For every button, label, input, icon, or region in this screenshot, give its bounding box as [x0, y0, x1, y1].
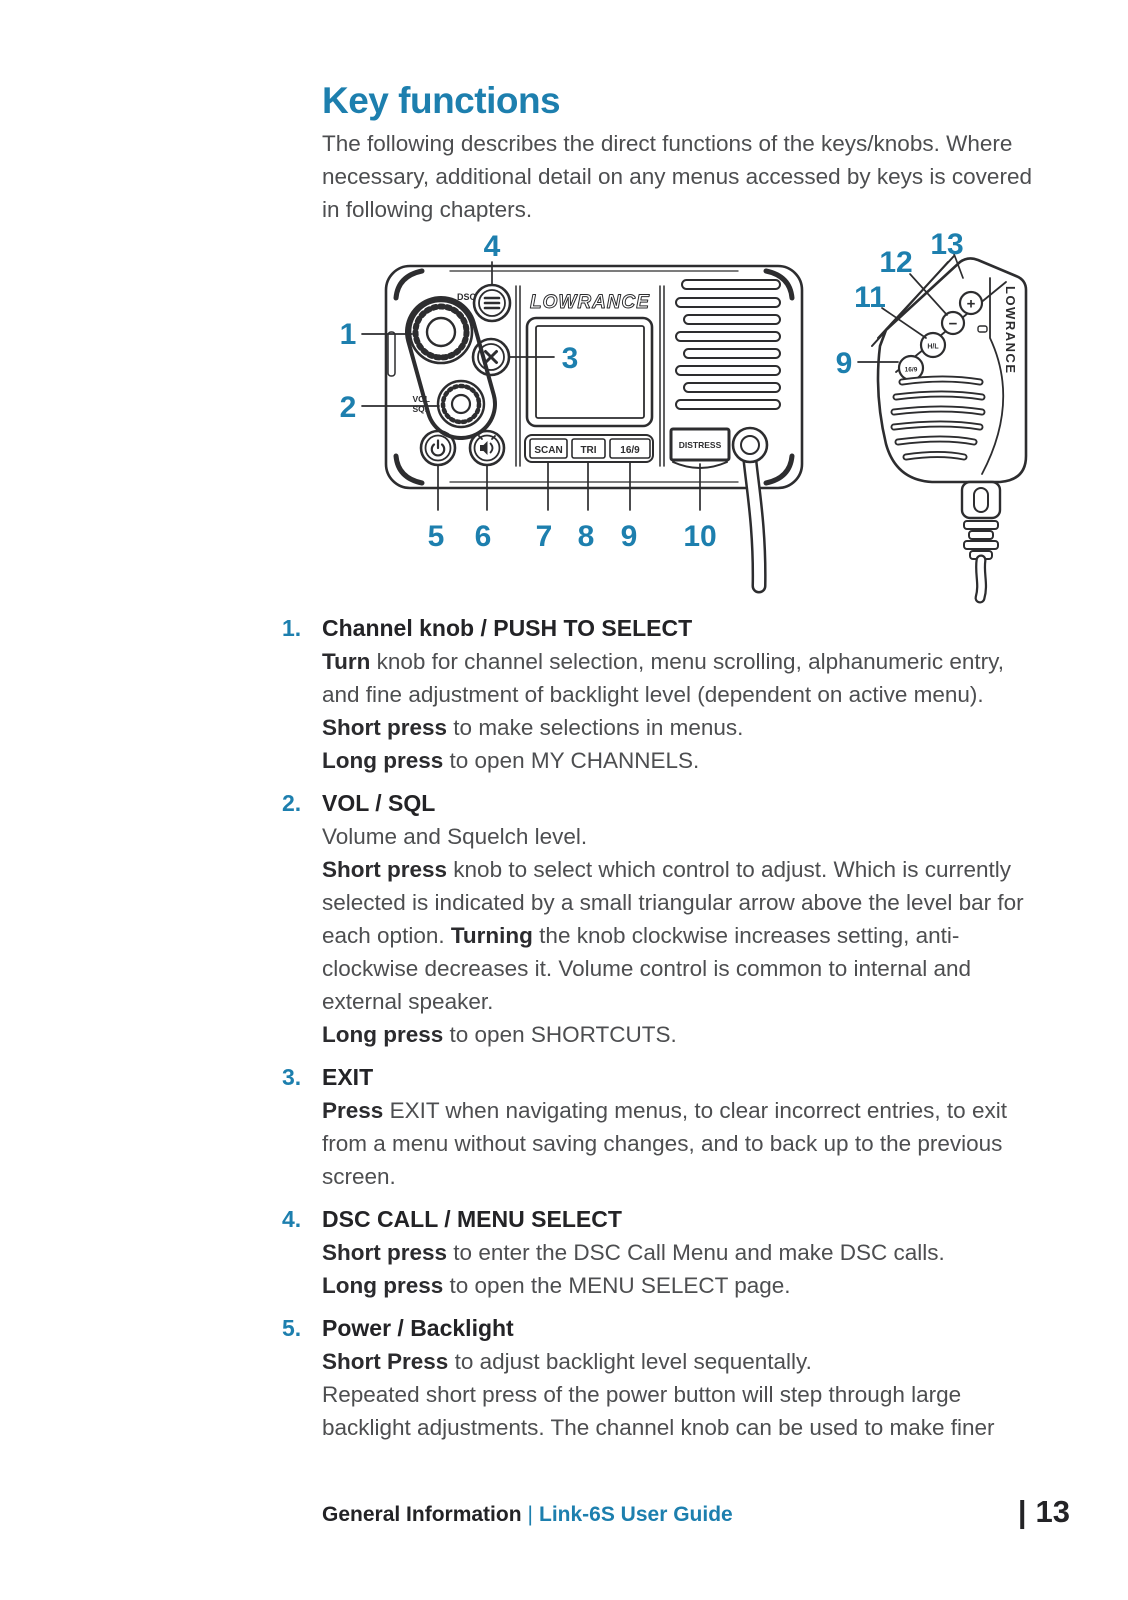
callout-11: 11 — [854, 281, 886, 314]
list-item-channel-knob — [282, 612, 1024, 777]
radio-brand-label: LOWRANCE — [530, 292, 650, 313]
text: knob to select which control to adjust. Which is currently selected is indicated by a small triangular arrow above the level bar for each option. — [322, 857, 1024, 948]
sql-label: SQL — [412, 404, 430, 414]
text: to make selections in menus. — [447, 715, 744, 740]
paragraph — [322, 1378, 1024, 1444]
footer-guide-title: Link-6S User Guide — [539, 1503, 733, 1526]
list-item-power-backlight — [282, 1312, 1024, 1444]
item-title: VOL / SQL — [322, 790, 436, 816]
callout-9: 9 — [620, 520, 638, 553]
strain-relief-bar — [969, 531, 993, 539]
intro-paragraph: The following describes the direct functions of the keys/knobs. Where necessary, additional detail on any menus accessed by keys is covered in following chapters. — [322, 131, 1032, 222]
paragraph — [322, 1269, 1024, 1302]
item-body — [322, 820, 1024, 1051]
mic-brand-label: LOWRANCE — [1003, 286, 1018, 375]
distress-label: DISTRESS — [678, 440, 722, 450]
bold-text: Turning — [450, 923, 533, 948]
item-body — [322, 1094, 1024, 1193]
text: to enter the DSC Call Menu and make DSC calls. — [447, 1240, 945, 1265]
16-9-label: 16/9 — [620, 445, 640, 456]
item-number: 4. — [282, 1206, 302, 1232]
bold-text: Long press — [322, 1273, 444, 1298]
device-diagram-svg — [330, 230, 1046, 612]
callout-3: 3 — [561, 342, 579, 375]
paragraph — [322, 1094, 1024, 1193]
callout-8: 8 — [577, 520, 595, 553]
item-number: 2. — [282, 790, 302, 816]
callout-10: 10 — [683, 520, 717, 553]
text: Repeated short press of the power button will step through large backlight adjustments. The channel knob can be used to make finer — [322, 1382, 995, 1440]
item-body — [322, 1345, 1024, 1444]
paragraph — [322, 645, 1024, 711]
bold-text: Long press — [322, 1022, 444, 1047]
page-title: Key functions — [322, 80, 561, 121]
bold-text: Short press — [322, 857, 448, 882]
item-number: 3. — [282, 1064, 302, 1090]
text: to open SHORTCUTS. — [443, 1022, 677, 1047]
callout-7: 7 — [535, 520, 553, 553]
text: EXIT when navigating menus, to clear incorrect entries, to exit from a menu without saving changes, and to back up to the previous screen. — [322, 1098, 1007, 1189]
mic-cable — [980, 560, 982, 598]
callout-1: 1 — [339, 318, 357, 351]
text: the knob clockwise increases setting, anti-clockwise decreases it. Volume control is common to internal and external speaker. — [322, 923, 972, 1014]
item-title: Channel knob / PUSH TO SELECT — [322, 615, 693, 641]
footer — [322, 1503, 733, 1527]
list-item-exit — [282, 1061, 1024, 1193]
mic-connector — [962, 482, 1000, 598]
bold-text: Press — [322, 1098, 384, 1123]
item-number: 1. — [282, 615, 302, 641]
softkey-row — [525, 435, 653, 462]
strain-relief-bar — [964, 541, 998, 549]
device-diagram — [330, 230, 1046, 612]
bold-text: Short press — [322, 715, 448, 740]
fist-mic — [872, 256, 1026, 598]
callout-4: 4 — [483, 230, 501, 263]
callout-13: 13 — [930, 230, 964, 261]
item-body — [322, 645, 1024, 777]
page-number-bar: | — [1017, 1494, 1027, 1529]
vol-label: VOL — [412, 394, 430, 404]
item-title: DSC CALL / MENU SELECT — [322, 1206, 622, 1232]
footer-separator: | — [527, 1503, 533, 1526]
mute-button — [470, 431, 504, 465]
list-item-vol-sql — [282, 787, 1024, 1051]
paragraph — [322, 1236, 1024, 1269]
paragraph — [322, 744, 1024, 777]
text: to adjust backlight level sequentally. — [448, 1349, 812, 1374]
paragraph — [322, 820, 1024, 853]
callout-9-mic: 9 — [835, 347, 853, 380]
tri-label: TRI — [580, 445, 597, 456]
mic-hl-label: H/L — [927, 343, 939, 351]
paragraph — [322, 1345, 1024, 1378]
list-item-dsc-call — [282, 1203, 1024, 1302]
strain-relief-bar — [964, 521, 998, 529]
text: to open the MENU SELECT page. — [443, 1273, 791, 1298]
callout-2: 2 — [339, 391, 357, 424]
text: knob for channel selection, menu scrolling, alphanumeric entry, and fine adjustment of backlight level (dependent on active menu). — [322, 649, 1004, 707]
item-title: EXIT — [322, 1064, 374, 1090]
paragraph — [322, 1018, 1024, 1051]
bold-text: Short Press — [322, 1349, 449, 1374]
channel-knob-cap — [427, 318, 455, 346]
callout-6: 6 — [474, 520, 492, 553]
exit-button — [473, 339, 509, 375]
text: to open MY CHANNELS. — [443, 748, 700, 773]
text: Volume and Squelch level. — [322, 824, 588, 849]
item-body — [322, 1236, 1024, 1302]
page-number: 13 — [1035, 1494, 1070, 1529]
plus-icon: + — [966, 295, 976, 313]
vol-knob-cap — [452, 395, 470, 413]
mic-16-9-label: 16/9 — [904, 366, 918, 374]
callout-12: 12 — [879, 246, 913, 279]
scan-label: SCAN — [534, 445, 563, 456]
bold-text: Short press — [322, 1240, 448, 1265]
item-number: 5. — [282, 1315, 302, 1341]
dsc-label: DSC — [456, 292, 476, 302]
paragraph — [322, 853, 1024, 1018]
power-button — [421, 431, 455, 465]
key-functions-list — [282, 612, 1024, 1454]
bold-text: Long press — [322, 748, 444, 773]
minus-icon: − — [948, 315, 958, 333]
page-number-block — [1018, 1494, 1070, 1530]
callout-5: 5 — [427, 520, 445, 553]
footer-section: General Information — [322, 1503, 522, 1526]
item-title: Power / Backlight — [322, 1315, 514, 1341]
paragraph — [322, 711, 1024, 744]
bold-text: Turn — [322, 649, 371, 674]
mic-socket — [733, 428, 767, 462]
